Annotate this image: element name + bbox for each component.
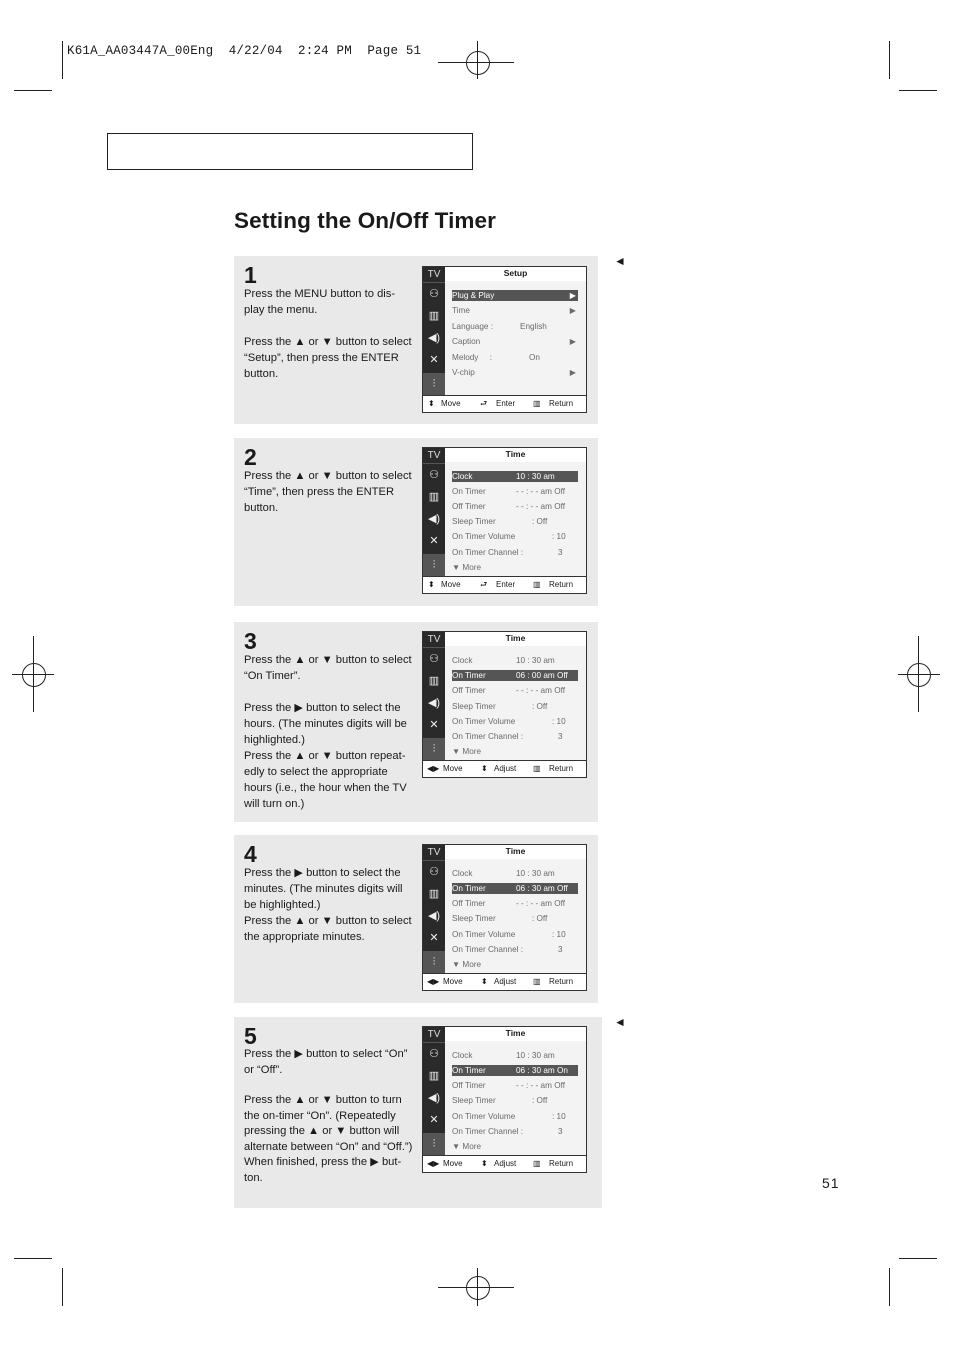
osd-menu-body [445,281,586,396]
osd-menu-item: Melody : On [452,353,540,362]
osd-menu-body [445,1041,586,1156]
return-icon: ▥ [533,399,541,408]
input-icon: ⚇ [429,1048,439,1060]
osd-menu-item: On Timer 06 : 30 am On [452,1065,578,1076]
instruction-paragraph: Press the ▶ button to select “On” or “Off”. [244,1048,408,1076]
osd-tv-label: TV [423,632,445,648]
footer-move: Move [441,399,461,408]
input-icon: ⚇ [429,288,439,300]
osd-menu-item: On Timer Volume : 10 [452,532,566,541]
instruction-paragraph: Press the ▲ or ▼ button to select “Time”, then press the ENTER button. [244,470,412,514]
osd-menu-item: Sleep Timer : Off [452,702,548,711]
osd-menu-item: On Timer Channel : 3 [452,1127,563,1136]
page-number: 51 [822,1175,840,1191]
step-instructions [244,468,414,516]
crop-mark [889,1268,890,1306]
setup-icon: ⫶ [423,1133,445,1155]
input-icon: ⚇ [429,653,439,665]
sound-icon: ◀) [427,513,441,525]
osd-screen [422,266,587,413]
osd-menu-item: On Timer Volume : 10 [452,1112,566,1121]
picture-icon: ▥ [428,310,440,322]
picture-icon: ▥ [428,1070,440,1082]
setup-icon: ⫶ [423,554,445,576]
instruction-paragraph: Press the ▲ or ▼ button to select “Setup”, then press the ENTER button. [244,336,412,380]
move-icon: ⬍ [428,580,435,589]
page-title: Setting the On/Off Timer [234,208,496,233]
osd-menu-item: Clock 10 : 30 am [452,471,578,482]
osd-menu-body [445,646,586,761]
instruction-paragraph: Press the ▲ or ▼ button to select the appropriate minutes. [244,915,412,943]
channel-icon: ✕ [429,1114,439,1126]
osd-tv-label: TV [423,448,445,464]
margin-arrow-icon: ◄ [614,1015,626,1029]
osd-menu-item: ▼ More [452,563,482,572]
setup-icon: ⫶ [423,738,445,760]
osd-menu-item: On Timer Channel : 3 [452,945,563,954]
step-number: 5 [244,1023,257,1049]
footer-move: Move [443,1159,463,1168]
crop-mark [62,1268,63,1306]
osd-footer [423,973,586,990]
osd-menu-item: On Timer Channel : 3 [452,548,563,557]
footer-move: Move [443,764,463,773]
osd-sidebar [423,845,445,974]
osd-menu-item: On Timer Channel : 3 [452,732,563,741]
osd-menu-item: Sleep Timer : Off [452,517,548,526]
step-1 [234,256,598,424]
osd-menu-item: Plug & Play ▶ [452,291,576,300]
footer-move: Move [443,977,463,986]
osd-menu-item: On Timer 06 : 00 am Off [452,670,578,681]
step-instructions [244,1047,416,1186]
osd-sidebar [423,1027,445,1156]
osd-menu-item: Time ▶ [452,306,576,315]
osd-menu-item: ▼ More [452,960,482,969]
instruction-paragraph: Press the ▲ or ▼ button to turn the on-timer “On”. (Repeatedly pressing the ▲ or ▼ button will alternate between “On” and “Off.”) [244,1094,413,1153]
osd-menu-item: On Timer Volume : 10 [452,930,566,939]
picture-icon: ▥ [428,675,440,687]
osd-menu-item: Clock 10 : 30 am [452,656,555,665]
osd-menu-item: ▼ More [452,747,482,756]
osd-title: Time [505,449,526,459]
instruction-paragraph: When finished, press the ▶ but-ton. [244,1156,402,1184]
osd-menu-body [445,462,586,577]
move-lr-icon: ◀▶ [427,977,440,986]
crop-mark [899,90,937,91]
sound-icon: ◀) [427,332,441,344]
enter-icon: ⮐ [480,580,488,589]
footer-adjust: Adjust [494,977,517,986]
footer-move: Move [441,580,461,589]
osd-screen [422,447,587,594]
step-number: 1 [244,262,257,288]
step-2 [234,438,598,606]
instruction-paragraph: Press the ▲ or ▼ button repeat-edly to select the appropriate hours (i.e., the hour when the TV will turn on.) [244,750,407,810]
move-lr-icon: ◀▶ [427,764,440,773]
instruction-paragraph: Press the ▲ or ▼ button to select “On Timer”. [244,654,412,682]
return-icon: ▥ [533,977,541,986]
step-number: 2 [244,444,257,470]
osd-title: Setup [503,268,528,278]
step-instructions [244,865,414,945]
input-icon: ⚇ [429,866,439,878]
step-instructions [244,286,414,382]
footer-return: Return [549,977,574,986]
setup-icon: ⫶ [423,373,445,395]
step-5 [234,1017,602,1208]
step-3 [234,622,598,822]
print-slug: K61A_AA03447A_00Eng 4/22/04 2:24 PM Page 51 [67,44,422,58]
sound-icon: ◀) [427,697,441,709]
footer-return: Return [549,764,574,773]
osd-footer [423,760,586,777]
step-number: 3 [244,628,257,654]
instruction-paragraph: Press the MENU button to dis-play the menu. [244,288,396,316]
input-icon: ⚇ [429,469,439,481]
osd-sidebar [423,632,445,761]
footer-enter: Enter [496,399,516,408]
picture-icon: ▥ [428,491,440,503]
osd-menu-item: On Timer - - : - - am Off [452,487,565,496]
osd-screen [422,631,587,778]
step-4 [234,835,598,1003]
osd-menu-item: ▼ More [452,1142,482,1151]
channel-icon: ✕ [429,719,439,731]
channel-icon: ✕ [429,354,439,366]
move-icon: ⬍ [428,399,435,408]
osd-menu-item: Off Timer - - : - - am Off [452,502,565,511]
adjust-icon: ⬍ [481,764,488,773]
picture-icon: ▥ [428,888,440,900]
osd-menu-item: Off Timer - - : - - am Off [452,686,565,695]
osd-sidebar [423,448,445,577]
adjust-icon: ⬍ [481,1159,488,1168]
osd-tv-label: TV [423,1027,445,1043]
osd-menu-body [445,859,586,974]
return-icon: ▥ [533,1159,541,1168]
channel-icon: ✕ [429,932,439,944]
osd-menu-item: On Timer Volume : 10 [452,717,566,726]
osd-footer [423,576,586,593]
osd-screen [422,1026,587,1173]
footer-return: Return [549,580,574,589]
osd-menu-item: V-chip ▶ [452,368,576,377]
move-lr-icon: ◀▶ [427,1159,440,1168]
crop-mark [62,41,63,79]
osd-menu-item: Clock 10 : 30 am [452,1051,555,1060]
osd-menu-item: Sleep Timer : Off [452,914,548,923]
osd-footer [423,1155,586,1172]
osd-screen [422,844,587,991]
footer-enter: Enter [496,580,516,589]
osd-menu-item: Clock 10 : 30 am [452,869,555,878]
osd-menu-item: On Timer 06 : 30 am Off [452,883,578,894]
crop-mark [899,1258,937,1259]
return-icon: ▥ [533,764,541,773]
channel-icon: ✕ [429,535,439,547]
osd-title: Time [505,1028,526,1038]
footer-return: Return [549,1159,574,1168]
osd-tv-label: TV [423,845,445,861]
osd-menu-item: Off Timer - - : - - am Off [452,899,565,908]
osd-menu-item: Language : English [452,322,547,331]
return-icon: ▥ [533,580,541,589]
osd-menu-item: Caption ▶ [452,337,576,346]
sound-icon: ◀) [427,910,441,922]
osd-menu-item: Off Timer - - : - - am Off [452,1081,565,1090]
instruction-paragraph: Press the ▶ button to select the hours. (The minutes digits will be highlighted.) [244,702,407,746]
instruction-paragraph: Press the ▶ button to select the minutes. (The minutes digits will be highlighted.) [244,867,403,911]
footer-adjust: Adjust [494,1159,517,1168]
crop-mark [14,1258,52,1259]
step-number: 4 [244,841,257,867]
enter-icon: ⮐ [480,399,488,408]
footer-return: Return [549,399,574,408]
osd-tv-label: TV [423,267,445,283]
crop-mark [14,90,52,91]
sound-icon: ◀) [427,1092,441,1104]
crop-mark [889,41,890,79]
adjust-icon: ⬍ [481,977,488,986]
osd-title: Time [505,846,526,856]
osd-title: Time [505,633,526,643]
section-header-box [107,133,473,170]
osd-sidebar [423,267,445,396]
footer-adjust: Adjust [494,764,517,773]
osd-menu-item: Sleep Timer : Off [452,1096,548,1105]
osd-footer [423,395,586,412]
margin-arrow-icon: ◄ [614,254,626,268]
setup-icon: ⫶ [423,951,445,973]
step-instructions [244,652,414,812]
